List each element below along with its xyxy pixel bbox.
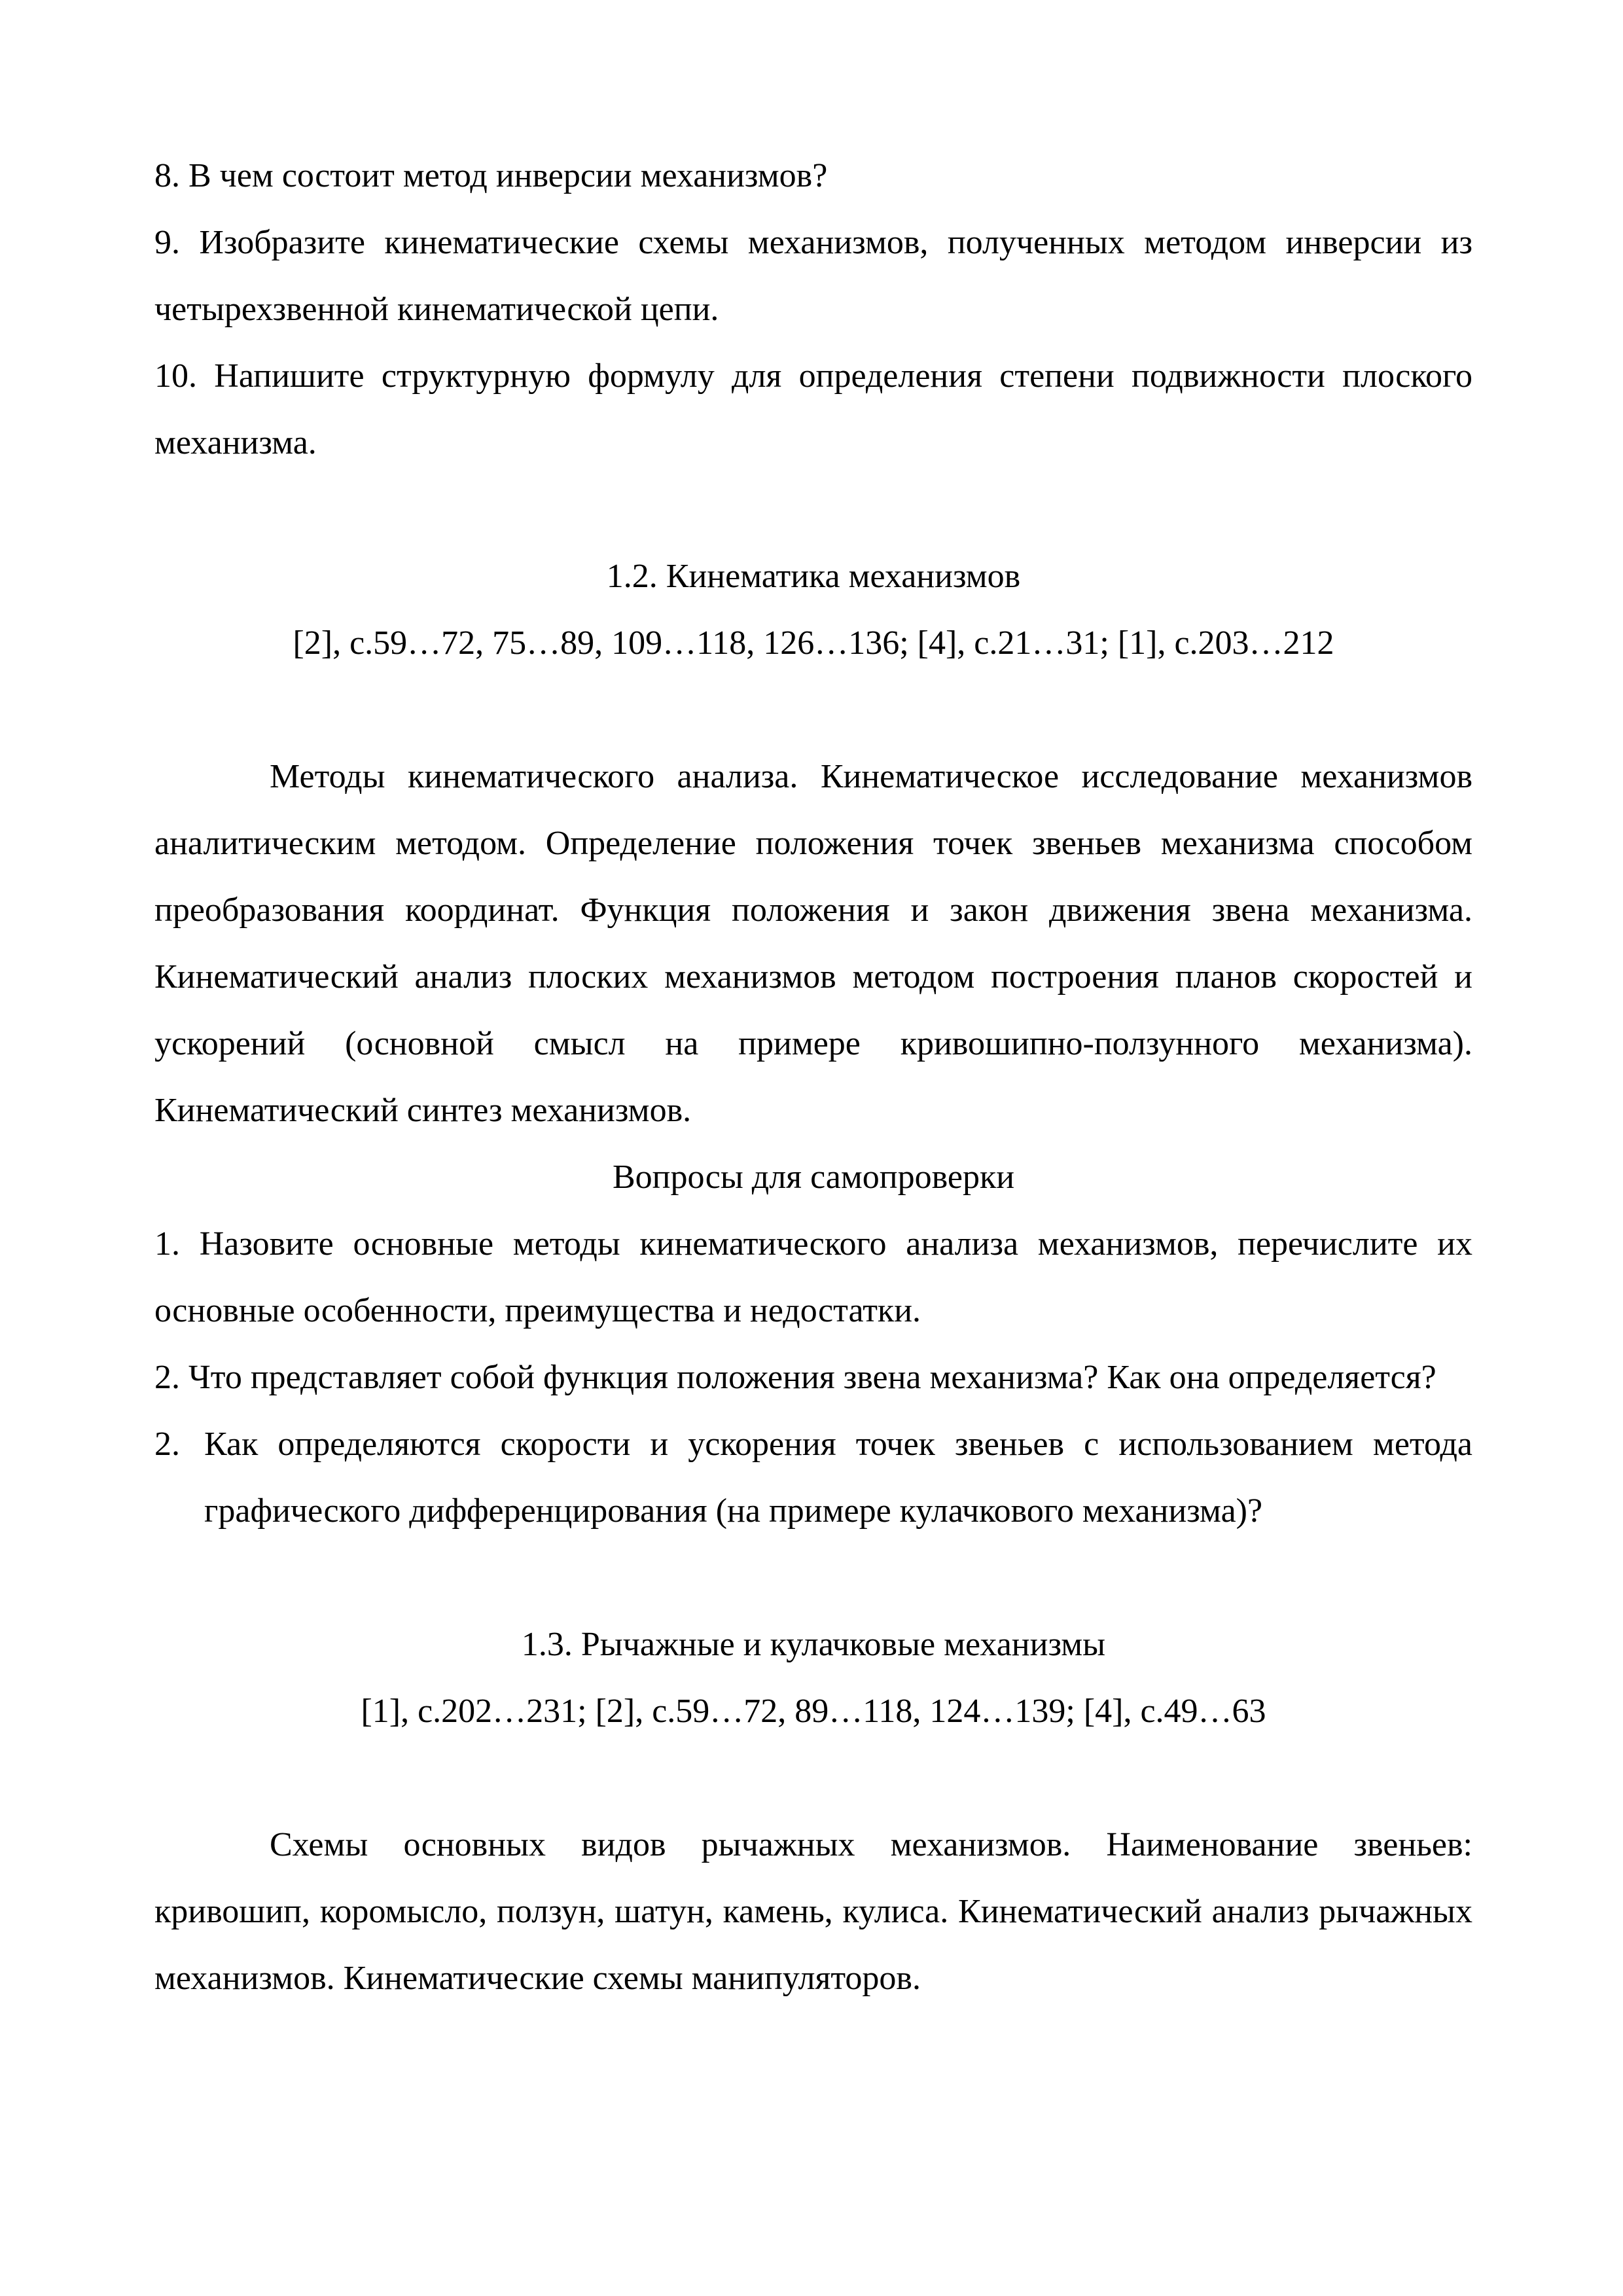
question-9: 9. Изобразите кинематические схемы механизмов, полученных методом инверсии из четырехзвенной кинематической цепи. bbox=[154, 224, 1472, 328]
question-10: 10. Напишите структурную формулу для определения степени подвижности плоского механизма. bbox=[154, 357, 1472, 461]
spacer bbox=[154, 1545, 1472, 1611]
spacer bbox=[154, 677, 1472, 744]
section-1-2-body: Методы кинематического анализа. Кинематическое исследование механизмов аналитическим методом. Определение положения точек звеньев механизма способом преобразования координат. Функция положения и закон движения звена механизма. Кинематический анализ плоских механизмов методом построения планов скоростей и ускорений (основной смысл на примере кривошипно-ползунного механизма). Кинематический синтез механизмов. bbox=[154, 758, 1472, 1129]
section-1-3-title: 1.3. Рычажные и кулачковые механизмы bbox=[521, 1626, 1106, 1663]
self-check-question-1: 1. Назовите основные методы кинематического анализа механизмов, перечислите их основные особенности, преимущества и недостатки. bbox=[154, 1225, 1472, 1329]
self-check-heading: Вопросы для самопроверки bbox=[612, 1158, 1015, 1196]
question-number: 2. bbox=[154, 1426, 180, 1463]
self-check-question-2: 2. Что представляет собой функция положения звена механизма? Как она определяется? bbox=[154, 1359, 1436, 1396]
section-1-3-body: Схемы основных видов рычажных механизмов. Наименование звеньев: кривошип, коромысло, ползун, шатун, камень, кулиса. Кинематический анализ рычажных механизмов. Кинематические схемы манипуляторов. bbox=[154, 1826, 1472, 1997]
spacer bbox=[154, 476, 1472, 543]
self-check-question-3 bbox=[154, 1411, 1472, 1545]
question-text: Как определяются скорости и ускорения точек звеньев с использованием метода графического дифференцирования (на примере кулачкового механизма)? bbox=[204, 1426, 1472, 1530]
spacer bbox=[154, 1745, 1472, 1812]
section-1-3-references: [1], с.202…231; [2], с.59…72, 89…118, 124…139; [4], с.49…63 bbox=[361, 1693, 1266, 1730]
question-8: 8. В чем состоит метод инверсии механизмов? bbox=[154, 157, 828, 194]
document-page bbox=[154, 143, 1472, 2012]
section-1-2-references: [2], с.59…72, 75…89, 109…118, 126…136; [4], с.21…31; [1], с.203…212 bbox=[293, 624, 1334, 662]
section-1-2-title: 1.2. Кинематика механизмов bbox=[606, 558, 1021, 595]
